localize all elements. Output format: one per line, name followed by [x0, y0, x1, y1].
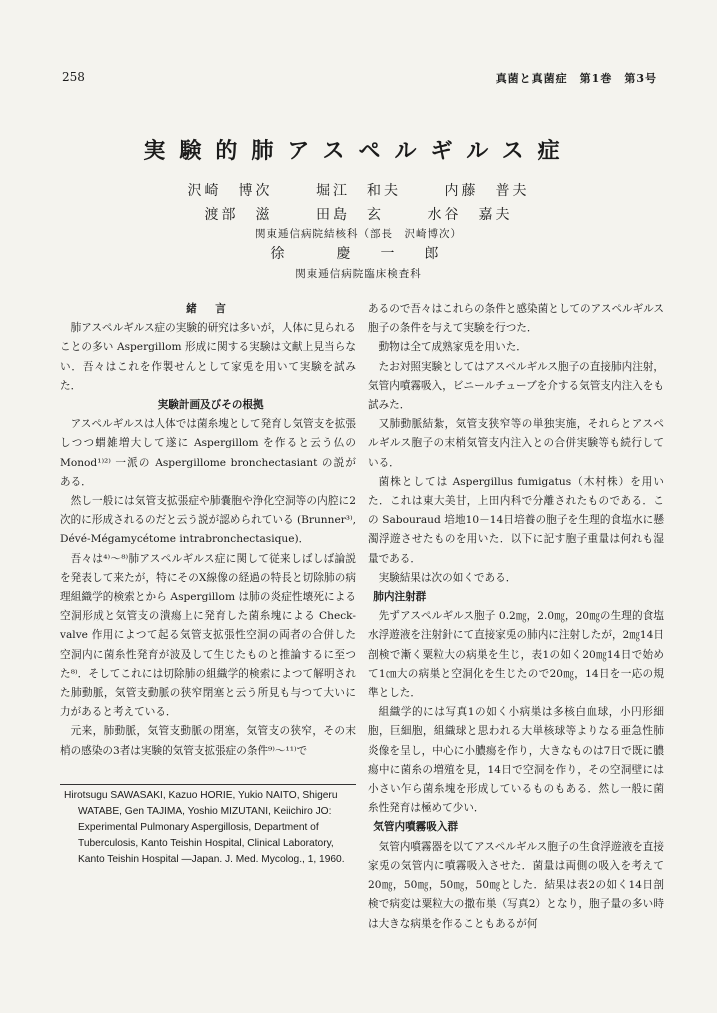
author-row-2 [0, 204, 717, 224]
english-citation: Hirotsugu SAWASAKI, Kazuo HORIE, Yukio NAITO, Shigeru WATABE, Gen TAJIMA, Yoshio MIZUTANI, Keiichiro JO: Experimental Pulmonary Aspergillosis, Department of Tuberculosis, Kanto Teishin Hospital, Clinical Laboratory, Kanto Teishin Hospital —Japan. J. Med. Mycolog., 1, 1960. [64, 790, 345, 865]
english-abstract-reference [64, 788, 350, 868]
subsection-heading: 肺内注射群 [373, 591, 427, 604]
journal-header: 真菌と真菌症 第1巻 第3号 [495, 72, 657, 85]
section-heading-intro: 緒 言 [186, 303, 230, 315]
article-title: 実験的肺アスペルギルス症 [143, 138, 574, 164]
paragraph: 動物は全て成熟家兎を用いた． [378, 341, 527, 354]
section-heading-method: 実験計画及びその根拠 [157, 399, 264, 412]
paragraph: 先ずアスペルギルス胞子 0.2㎎，2.0㎎，20㎎の生理的食塩水浮遊液を注射針にて直接家兎の肺内に注射したが，2㎎14日剖検で漸く粟粒大の病巣を生じ，表1の如く20㎎14日で始めて1㎝大の病巣と空洞化を生じたので20㎎，14日を一応の規準とした． [368, 610, 664, 700]
paragraph: 菌株としては Aspergillus fumigatus（木村株）を用いた．これは東大美甘，上田内科で分離されたものである．この Sabouraud 培地10－14日培養の胞子を生理的食塩水に懸濁浮遊させたものを用いた．以下に記す胞子重量は何れも湿量である． [368, 475, 664, 565]
author-name: 沢崎 博次 [187, 183, 273, 199]
affiliation-2: 関東逓信病院臨床検査科 [295, 268, 422, 280]
paragraph: あるので吾々はこれらの条件と感染菌としてのアスペルギルス胞子の条件を与えて実験を行つた． [368, 303, 664, 335]
paragraph: 然し一般には気管支拡張症や肺嚢胞や浄化空洞等の内腔に2次的に形成されるのだと云う説が認められている (Brunner³⁾, Dévé-Mégamycétome intrabronchectasique)． [60, 495, 356, 546]
author-row-1 [0, 180, 717, 200]
footnote-rule [60, 784, 356, 785]
subsection-heading: 気管内噴霧吸入群 [373, 821, 459, 834]
author-name: 堀江 和夫 [316, 183, 401, 199]
author-name: 水谷 嘉夫 [427, 207, 513, 223]
paragraph: 吾々は⁴⁾～⁸⁾肺アスペルギルス症に関して従来しばしば論説を発表して来たが，特にそのX線像の経過の特長と切除肺の病理組織学的検索とから Aspergillom は肺の炎症性壊死による空洞形成と気管支の潰瘍上に発育した菌糸塊による Check-valve 作用によつて起る気管支拡張性空洞の両者の合併した空洞内に菌糸性発育が波及して生じたものと推論するに至つた⁸⁾．そしてこれには切除肺の組織学的検索によつて解明された肺動脈，気管支動脈の狭窄閉塞と云う所見も与つて大いに力があると考えている． [60, 552, 356, 719]
paragraph: たお対照実験としてはアスペルギルス胞子の直接肺内注射，気管内噴霧吸入，ビニールチューブを介する気管支内注入をも試みた． [368, 360, 664, 412]
paragraph: 組織学的には写真1の如く小病巣は多核白血球，小円形細胞，巨細胞，組織球と思われる大単核球等よりなる亜急性肺炎像を呈し，中心に小膿瘍を作り，大きなものは7日で既に膿瘍中に菌糸の増殖を見，14日で空洞を作り，その空洞壁には小さい乍ら菌糸塊を形成しているものもある．然し一般に菌糸性発育は極めて少い． [368, 706, 664, 815]
paragraph: 実験結果は次の如くである． [378, 571, 517, 584]
author-row-3: 徐 慶 一 郎 [270, 246, 447, 262]
page-number: 258 [62, 70, 85, 84]
paragraph: 肺アスペルギルス症の実験的研究は多いが，人体に見られることの多い Aspergillom 形成に関する実験は文献上見当らない．吾々はこれを作製せんとして家兎を用いて実験を試みた． [60, 322, 356, 392]
left-column [60, 300, 356, 761]
paragraph: 又肺動脈結紮，気管支狭窄等の単独実施，それらとアスペルギルス胞子の末梢気管支内注入との合併実験等も続行している． [368, 418, 664, 469]
author-name: 田島 玄 [316, 207, 384, 223]
author-name: 内藤 普夫 [444, 183, 530, 199]
paragraph: 気管内噴霧器を以てアスペルギルス胞子の生食浮遊液を直接家兎の気管内に噴霧吸入させた．菌量は両側の吸入を考えて20㎎，50㎎，50㎎，50㎎とした．結果は表2の如く14日剖検で病変は粟粒大の撒布巣（写真2）となり，胞子量の多い時は大きな病巣を作ることもあるが何 [368, 840, 664, 930]
affiliation-1: 関東逓信病院結核科（部長 沢崎博次） [255, 228, 462, 240]
paragraph: アスペルギルスは人体では菌糸塊として発育し気管支を拡張しつつ蝟雑増大して遂に Aspergillom を作ると云う仏の Monod¹⁾²⁾ 一派の Aspergillome bronchectasiant の説がある． [60, 418, 356, 488]
right-column [368, 300, 664, 934]
paragraph: 元来，肺動脈，気管支動脈の閉塞，気管支の狭窄，その末梢の感染の3者は実験的気管支拡張症の条件⁹⁾～¹¹⁾で [60, 725, 356, 757]
author-name: 渡部 滋 [204, 207, 273, 223]
